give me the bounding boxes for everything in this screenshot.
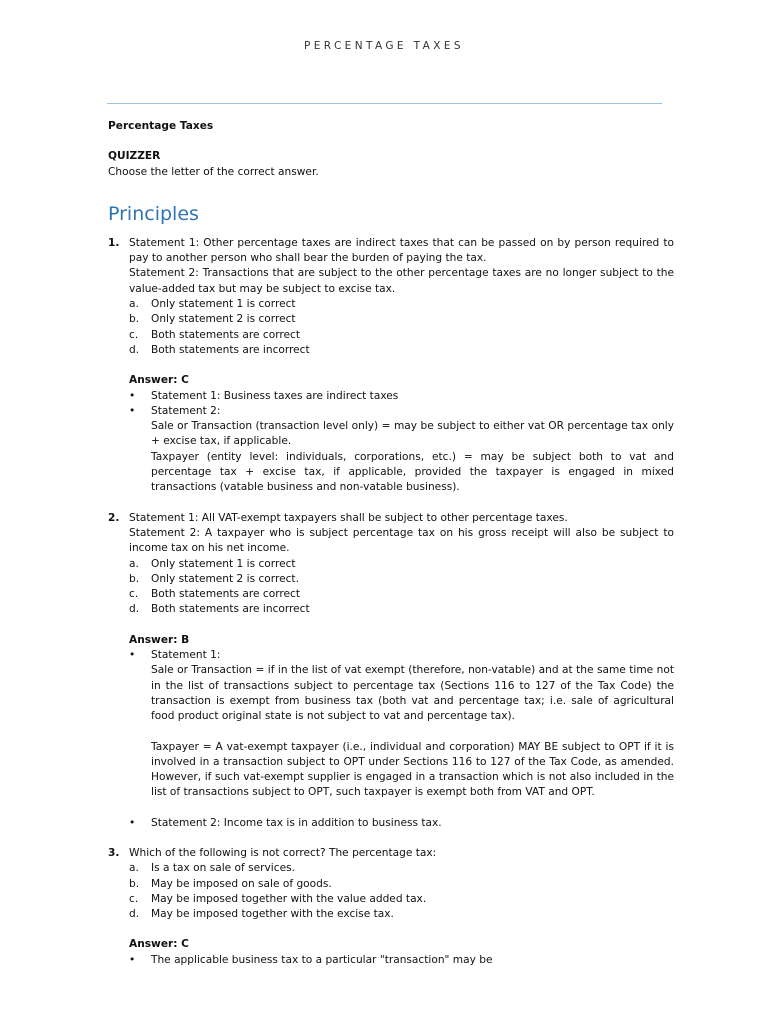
question-statement: Statement 2: A taxpayer who is subject percentage tax on his gross receipt will also be subject to income tax on his net income. <box>129 526 674 555</box>
explanation-text: Sale or Transaction (transaction level only) = may be subject to either vat OR percentage tax only + excise tax, if applicable. <box>151 420 674 448</box>
quizzer-label: QUIZZER <box>108 150 161 163</box>
explanation-bullet: • Statement 1: Sale or Transaction = if in the list of vat exempt (therefore, non-vatable) and at the same time not in the list of transactions subject to percentage tax (Sections 116 to 127 of the Tax Code) the transaction is exempt from business tax (both vat and percentage tax; i.e. sale of agricultural food product original state is not subject to vat and percentage tax). Taxpayer = A vat-exempt taxpayer (i.e., individual and corporation) MAY BE subject to OPT if it is involved in a transaction subject to OPT under Sections 116 to 127 of the Tax Code, as amended. However, if such vat-exempt supplier is engaged in a transaction which is not also included in the list of transactions subject to OPT, such taxpayer is exempt both from VAT and OPT. <box>129 648 674 801</box>
question-number: 1. <box>108 236 120 249</box>
option-d: d. May be imposed together with the excise tax. <box>129 908 394 921</box>
option-c: c. Both statements are correct <box>129 328 301 341</box>
bullet-icon: • <box>129 953 136 966</box>
option-c: c. Both statements are correct <box>129 588 301 601</box>
question-3 <box>108 846 674 968</box>
option-d: d. Both statements are incorrect <box>129 603 310 616</box>
explanation-bullet: • Statement 2: Sale or Transaction (transaction level only) = may be subject to either vat OR percentage tax only + excise tax, if applicable. Taxpayer (entity level: individuals, corporations, etc.) = may be subject both to vat and percentage tax + excise tax, if applicable, provided the taxpayer is engaged in mixed transactions (vatable business and non-vatable business). <box>129 404 674 496</box>
instruction-text: Choose the letter of the correct answer. <box>108 165 319 178</box>
option-a: a. Is a tax on sale of services. <box>129 862 295 875</box>
option-c: c. May be imposed together with the value added tax. <box>129 892 427 905</box>
section-heading: Principles <box>108 202 199 225</box>
explanation-text: Taxpayer (entity level: individuals, corporations, etc.) = may be subject both to vat and percentage tax + excise tax, if applicable, provided the taxpayer is engaged in mixed transactions (vatable business and non-vatable business). <box>151 450 674 494</box>
question-number: 2. <box>108 511 120 524</box>
answer-label: Answer: B <box>129 633 190 646</box>
intro-heading: Percentage Taxes <box>108 120 214 132</box>
option-b: b. Only statement 2 is correct. <box>129 572 299 585</box>
question-number: 3. <box>108 846 120 859</box>
explanation-bullet: • Statement 1: Business taxes are indirect taxes <box>129 389 674 404</box>
answer-label: Answer: C <box>129 938 189 951</box>
option-b: b. Only statement 2 is correct <box>129 313 296 326</box>
option-b: b. May be imposed on sale of goods. <box>129 877 332 890</box>
explanation-text: Taxpayer = A vat-exempt taxpayer (i.e., individual and corporation) MAY BE subject to OPT if it is involved in a transaction subject to OPT under Sections 116 to 127 of the Tax Code, as amended. However, if such vat-exempt supplier is engaged in a transaction which is not also included in the list of transactions subject to OPT, such taxpayer is exempt both from VAT and OPT. <box>151 740 674 799</box>
question-statement: Which of the following is not correct? The percentage tax: <box>129 846 437 859</box>
answer-label: Answer: C <box>129 374 189 387</box>
option-d: d. Both statements are incorrect <box>129 343 310 356</box>
explanation-bullet: • Statement 2: Income tax is in addition to business tax. <box>129 816 674 831</box>
option-a: a. Only statement 1 is correct <box>129 298 296 311</box>
running-header: PERCENTAGE TAXES <box>304 40 464 52</box>
option-a: a. Only statement 1 is correct <box>129 557 296 570</box>
question-statement: Statement 1: All VAT-exempt taxpayers shall be subject to other percentage taxes. <box>129 511 568 524</box>
question-statement: Statement 1: Other percentage taxes are indirect taxes that can be passed on by person required to pay to another person who shall bear the burden of paying the tax. <box>129 236 674 265</box>
header-divider <box>107 103 662 104</box>
question-1 <box>108 236 674 496</box>
question-2 <box>108 511 674 831</box>
bullet-icon: • <box>129 816 136 829</box>
explanation-bullet: • The applicable business tax to a particular "transaction" may be <box>129 953 674 968</box>
bullet-icon: • <box>129 389 136 402</box>
document-body <box>108 119 674 968</box>
question-statement: Statement 2: Transactions that are subject to the other percentage taxes are no longer subject to the value-added tax but may be subject to excise tax. <box>129 267 674 295</box>
bullet-icon: • <box>129 649 136 662</box>
bullet-icon: • <box>129 404 136 417</box>
explanation-text: Sale or Transaction = if in the list of vat exempt (therefore, non-vatable) and at the same time not in the list of transactions subject to percentage tax (Sections 116 to 127 of the Tax Code) the transaction is exempt from business tax (both vat and percentage tax; i.e. sale of agricultural food product original state is not subject to vat and percentage tax). <box>151 664 674 723</box>
